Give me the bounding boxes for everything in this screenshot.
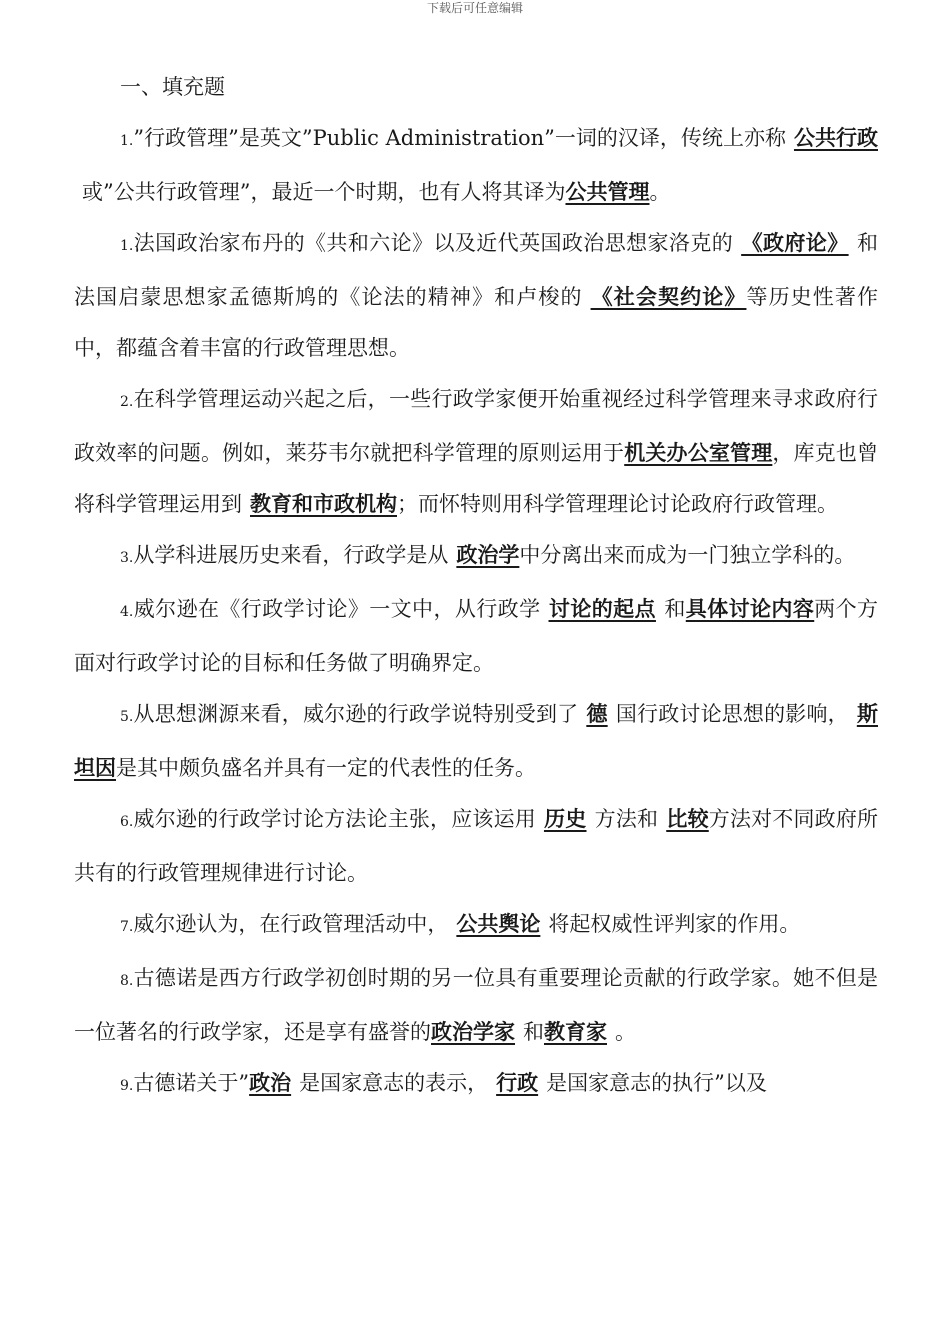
question-text: 在科学管理运动兴起之后，一些行政学家便开始重视经过科学管理来寻求政府行政效率的问题。例如，莱芬韦尔就把科学管理的原则运用于 bbox=[74, 387, 878, 465]
question-paragraph bbox=[74, 374, 878, 530]
answer-blank: 具体讨论内容 bbox=[685, 597, 815, 621]
question-paragraph bbox=[74, 899, 878, 953]
answer-blank: 比较 bbox=[666, 807, 709, 831]
question-text: 是其中颇负盛名并具有一定的代表性的任务。 bbox=[116, 756, 536, 780]
answer-blank: 《社会契约论》 bbox=[590, 285, 747, 309]
question-number: 1. bbox=[120, 133, 134, 149]
document-body bbox=[74, 62, 878, 1112]
question-text: 方法对不同政府所共有的行政管理规律进行讨论。 bbox=[74, 807, 879, 885]
question-paragraph bbox=[74, 689, 878, 794]
answer-blank: 政治 bbox=[249, 1071, 292, 1095]
question-text: 古德诺关于” bbox=[133, 1071, 250, 1095]
answer-blank: 斯坦因 bbox=[74, 702, 879, 780]
question-paragraph bbox=[74, 584, 878, 689]
page-header-note: 下载后可任意编辑 bbox=[426, 1, 523, 15]
question-number: 9. bbox=[120, 1078, 134, 1094]
question-text: 威尔逊的行政学讨论方法论主张，应该运用 bbox=[133, 807, 536, 831]
question-text: 中分离出来而成为一门独立学科的。 bbox=[519, 543, 856, 567]
question-number: 6. bbox=[120, 814, 134, 830]
answer-blank: 公共行政 bbox=[793, 126, 878, 150]
question-text: 。 bbox=[615, 1020, 636, 1044]
question-text: 从学科进展历史来看，行政学是从 bbox=[133, 543, 449, 567]
question-text: ；而怀特则用科学管理理论讨论政府行政管理。 bbox=[397, 492, 838, 516]
question-text: 等历史性著作中，都蕴含着丰富的行政管理思想。 bbox=[74, 285, 879, 360]
answer-blank: 历史 bbox=[543, 807, 587, 831]
question-number: 1. bbox=[120, 238, 134, 254]
section-title: 一、填充题 bbox=[120, 75, 225, 99]
question-number: 3. bbox=[120, 550, 134, 566]
question-paragraph bbox=[74, 1058, 878, 1112]
question-paragraph bbox=[74, 530, 878, 584]
question-paragraph bbox=[74, 113, 878, 218]
question-number: 5. bbox=[120, 709, 134, 725]
question-text: 威尔逊在《行政学讨论》一文中，从行政学 bbox=[133, 597, 541, 621]
question-paragraph bbox=[74, 953, 878, 1058]
question-text: 从思想渊源来看，威尔逊的行政学说特别受到了 bbox=[133, 702, 579, 726]
answer-blank: 德 bbox=[586, 702, 608, 726]
question-text: 古德诺是西方行政学初创时期的另一位具有重要理论贡献的行政学家。她不但是一位著名的行政学家，还是享有盛誉的 bbox=[74, 966, 878, 1044]
answer-blank: 《政府论》 bbox=[741, 231, 849, 255]
question-text: 是国家意志的表示， bbox=[299, 1071, 489, 1095]
question-number: 7. bbox=[120, 919, 134, 935]
question-text: 和法国启蒙思想家孟德斯鸠的《论法的精神》和卢梭的 bbox=[74, 231, 879, 309]
question-text: 两个方面对行政学讨论的目标和任务做了明确界定。 bbox=[74, 597, 879, 675]
question-text: 。 bbox=[649, 180, 671, 204]
answer-blank: 讨论的起点 bbox=[548, 597, 656, 621]
answer-blank: 教育和市政机构 bbox=[250, 492, 397, 516]
question-number: 4. bbox=[120, 604, 134, 620]
answer-blank: 机关办公室管理 bbox=[624, 441, 773, 465]
question-text: 国行政讨论思想的影响， bbox=[615, 702, 849, 726]
question-text: 方法和 bbox=[594, 807, 659, 831]
question-text: 是国家意志的执行”以及 bbox=[546, 1071, 767, 1095]
answer-blank: 公共管理 bbox=[565, 180, 650, 204]
question-text: 将起权威性评判家的作用。 bbox=[548, 912, 801, 936]
question-text: 或”公共行政管理”，最近一个时期，也有人将其译为 bbox=[82, 180, 566, 204]
question-text: 和 bbox=[663, 597, 686, 621]
question-paragraph bbox=[74, 218, 878, 374]
question-text: 和 bbox=[523, 1020, 544, 1044]
answer-blank: 政治学家 bbox=[431, 1020, 515, 1044]
question-text: 法国政治家布丹的《共和六论》以及近代英国政治思想家洛克的 bbox=[133, 231, 734, 255]
question-number: 8. bbox=[120, 973, 134, 989]
question-paragraph bbox=[74, 794, 878, 899]
question-text: ，库克也曾将科学管理运用到 bbox=[74, 441, 879, 516]
question-text: ”行政管理”是英文”Public Administration”一词的汉译，传统上亦称 bbox=[133, 126, 786, 150]
question-number: 2. bbox=[120, 394, 134, 410]
answer-blank: 公共舆论 bbox=[456, 912, 541, 936]
answer-blank: 政治学 bbox=[456, 543, 520, 567]
question-text: 威尔逊认为，在行政管理活动中， bbox=[133, 912, 449, 936]
answer-blank: 教育家 bbox=[544, 1020, 607, 1044]
answer-blank: 行政 bbox=[496, 1071, 539, 1095]
